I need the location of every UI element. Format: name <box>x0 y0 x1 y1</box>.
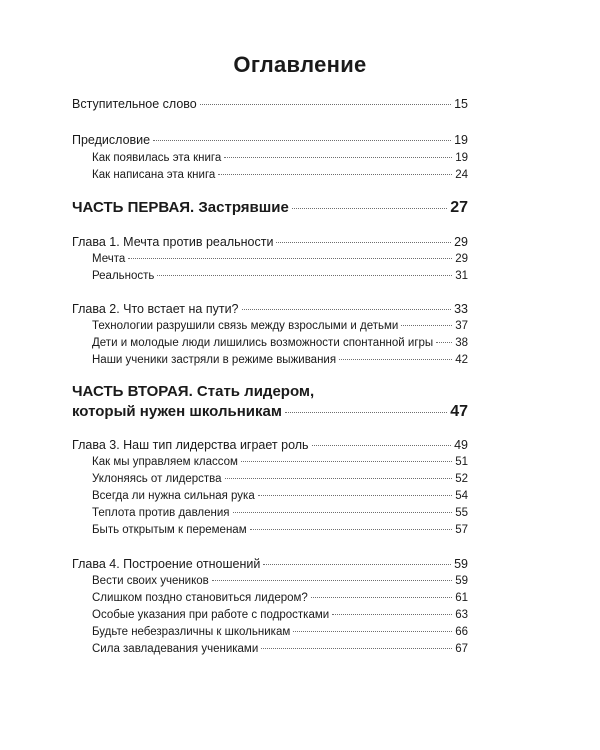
toc-subentry[interactable] <box>92 337 468 349</box>
toc-subentry-page: 66 <box>455 626 468 638</box>
dot-leader <box>436 342 452 343</box>
toc-subentry-page: 55 <box>455 507 468 519</box>
toc-subentry[interactable] <box>92 152 468 164</box>
dot-leader <box>258 495 452 496</box>
toc-subentry-page: 57 <box>455 524 468 536</box>
toc-subentry-label: Как написана эта книга <box>92 169 216 181</box>
dot-leader <box>153 140 451 141</box>
toc-subentry-label: Наши ученики застряли в режиме выживания <box>92 354 337 366</box>
toc-chapter-2[interactable] <box>72 302 468 316</box>
dot-leader <box>218 174 452 175</box>
toc-entry-label: Глава 2. Что встает на пути? <box>72 302 239 316</box>
toc-subentry-page: 19 <box>455 152 468 164</box>
toc-subentry-label: Всегда ли нужна сильная рука <box>92 490 255 502</box>
toc-chapter-1[interactable] <box>72 235 468 249</box>
toc-subentry-label: Дети и молодые люди лишились возможности спонтанной игры <box>92 337 434 349</box>
toc-subentry-page: 51 <box>455 456 468 468</box>
dot-leader <box>276 242 451 243</box>
toc-subentry-label: Технологии разрушили связь между взрослыми и детьми <box>92 320 399 332</box>
toc-subentry-page: 29 <box>455 253 468 265</box>
toc-part-page: 27 <box>450 199 468 216</box>
toc-subentry-page: 63 <box>455 609 468 621</box>
toc-subentry-page: 67 <box>455 643 468 655</box>
dot-leader <box>339 359 452 360</box>
toc-subentry[interactable] <box>92 507 468 519</box>
toc-entry-preface[interactable] <box>72 133 468 147</box>
toc-subentry[interactable] <box>92 169 468 181</box>
dot-leader <box>312 445 452 446</box>
toc-subentry-label: Сила завладевания учениками <box>92 643 259 655</box>
toc-subentry-page: 42 <box>455 354 468 366</box>
toc-subentry[interactable] <box>92 354 468 366</box>
toc-subentry[interactable] <box>92 473 468 485</box>
toc-subentry-label: Быть открытым к переменам <box>92 524 247 536</box>
toc-part-2-line1[interactable]: ЧАСТЬ ВТОРАЯ. Стать лидером, <box>72 383 315 400</box>
toc-entry-page: 29 <box>454 235 468 249</box>
toc-subentry[interactable] <box>92 626 468 638</box>
toc-subentry-page: 37 <box>455 320 468 332</box>
dot-leader <box>263 564 451 565</box>
toc-entry-label: Глава 3. Наш тип лидерства играет роль <box>72 438 309 452</box>
toc-subentry-page: 31 <box>455 270 468 282</box>
dot-leader <box>212 580 452 581</box>
toc-subentry-label: Мечта <box>92 253 126 265</box>
dot-leader <box>292 208 447 209</box>
toc-subentry-label: Слишком поздно становиться лидером? <box>92 592 308 604</box>
dot-leader <box>285 412 447 413</box>
toc-part-label: который нужен школьникам <box>72 403 282 420</box>
dot-leader <box>200 104 451 105</box>
page-title: Оглавление <box>233 52 367 77</box>
toc-subentry-page: 61 <box>455 592 468 604</box>
toc-entry-label: Предисловие <box>72 133 151 147</box>
toc-chapter-3[interactable] <box>72 438 468 452</box>
toc-subentry-page: 52 <box>455 473 468 485</box>
toc-subentry[interactable] <box>92 524 468 536</box>
toc-entry-intro[interactable] <box>72 97 468 111</box>
toc-subentry[interactable] <box>92 592 468 604</box>
dot-leader <box>233 512 453 513</box>
dot-leader <box>293 631 452 632</box>
dot-leader <box>242 309 452 310</box>
toc-subentry-label: Как мы управляем классом <box>92 456 238 468</box>
toc-subentry[interactable] <box>92 490 468 502</box>
toc-entry-label: Глава 4. Построение отношений <box>72 557 261 571</box>
toc-subentry[interactable] <box>92 456 468 468</box>
toc-entry-label: Глава 1. Мечта против реальности <box>72 235 274 249</box>
toc-subentry-label: Уклоняясь от лидерства <box>92 473 222 485</box>
toc-part-page: 47 <box>450 403 468 420</box>
toc-subentry[interactable] <box>92 270 468 282</box>
toc-entry-page: 15 <box>454 97 468 111</box>
toc-entry-page: 59 <box>454 557 468 571</box>
toc-part-2[interactable] <box>72 403 468 421</box>
toc-subentry-label: Будьте небезразличны к школьникам <box>92 626 291 638</box>
toc-subentry[interactable] <box>92 575 468 587</box>
toc-chapter-4[interactable] <box>72 557 468 571</box>
toc-subentry-label: Особые указания при работе с подростками <box>92 609 330 621</box>
dot-leader <box>157 275 452 276</box>
toc-subentry[interactable] <box>92 253 468 265</box>
toc-subentry-label: Теплота против давления <box>92 507 230 519</box>
dot-leader <box>250 529 453 530</box>
dot-leader <box>128 258 452 259</box>
toc-entry-label: Вступительное слово <box>72 97 197 111</box>
dot-leader <box>311 597 452 598</box>
toc-part-1[interactable] <box>72 199 468 217</box>
toc-entry-page: 33 <box>454 302 468 316</box>
toc-subentry-label: Реальность <box>92 270 155 282</box>
dot-leader <box>224 157 452 158</box>
toc-subentry-page: 24 <box>455 169 468 181</box>
dot-leader <box>241 461 452 462</box>
toc-subentry[interactable] <box>92 609 468 621</box>
toc-subentry[interactable] <box>92 643 468 655</box>
dot-leader <box>225 478 453 479</box>
dot-leader <box>332 614 452 615</box>
toc-subentry-page: 59 <box>455 575 468 587</box>
toc-subentry-page: 38 <box>455 337 468 349</box>
toc-subentry-page: 54 <box>455 490 468 502</box>
dot-leader <box>401 325 452 326</box>
toc-entry-page: 49 <box>454 438 468 452</box>
toc-entry-page: 19 <box>454 133 468 147</box>
dot-leader <box>261 648 452 649</box>
toc-subentry[interactable] <box>92 320 468 332</box>
toc-part-label: ЧАСТЬ ПЕРВАЯ. Застрявшие <box>72 199 289 216</box>
toc-subentry-label: Вести своих учеников <box>92 575 209 587</box>
toc-subentry-label: Как появилась эта книга <box>92 152 222 164</box>
